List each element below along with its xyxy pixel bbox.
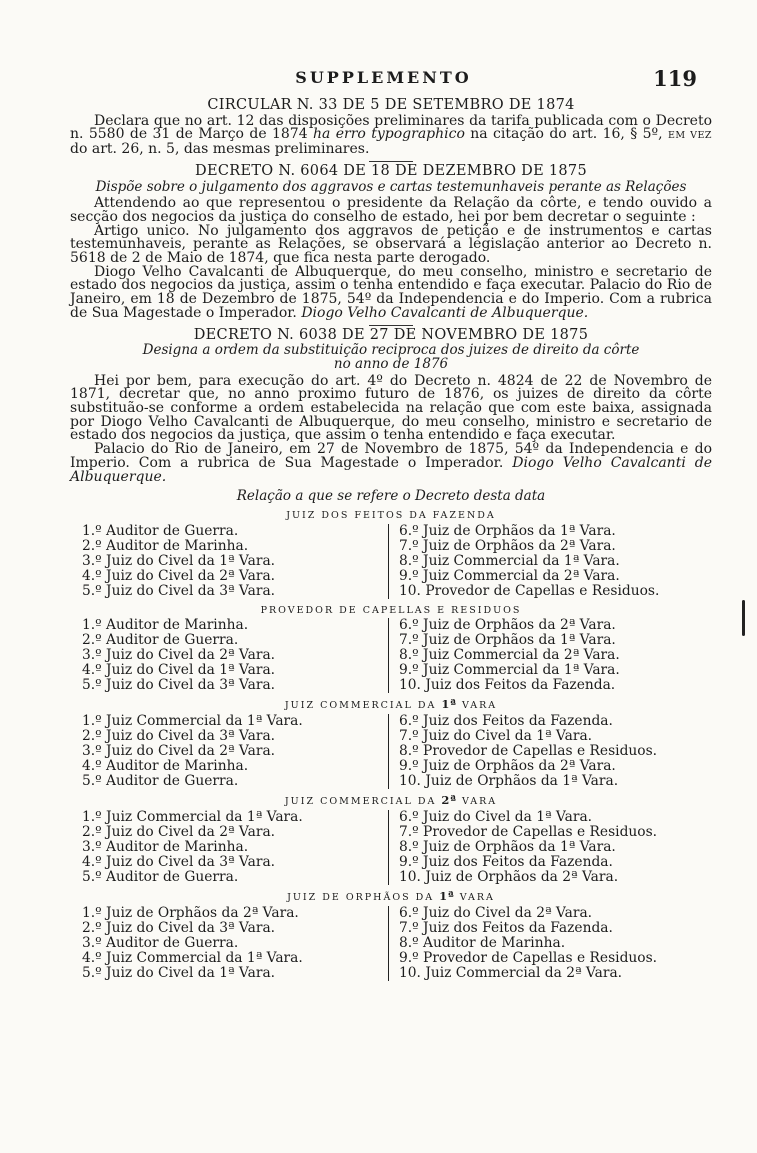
substitution-list bbox=[70, 618, 712, 693]
list-column-left bbox=[70, 714, 388, 789]
list-item: 2.º Auditor de Marinha. bbox=[82, 537, 249, 554]
section-title-feitos-fazenda: JUIZ DOS FEITOS DA FAZENDA bbox=[286, 509, 496, 521]
list-item: 1.º Auditor de Guerra. bbox=[82, 522, 239, 539]
list-column-right bbox=[388, 714, 712, 789]
list-item: 7.º Provedor de Capellas e Residuos. bbox=[399, 823, 658, 840]
list-item: 4.º Juiz Commercial da 1ª Vara. bbox=[82, 949, 303, 966]
list-item: 6.º Juiz do Civel da 1ª Vara. bbox=[399, 808, 593, 825]
list-item: 7.º Juiz dos Feitos da Fazenda. bbox=[399, 919, 613, 936]
list-item: 8.º Provedor de Capellas e Residuos. bbox=[399, 743, 658, 760]
list-item: 8.º Auditor de Marinha. bbox=[399, 934, 566, 951]
list-item: 1.º Juiz Commercial da 1ª Vara. bbox=[82, 808, 303, 825]
list-item: 5.º Auditor de Guerra. bbox=[82, 773, 239, 790]
list-item: 4.º Juiz do Civel da 1ª Vara. bbox=[82, 662, 276, 679]
decreto-6064-closing: Diogo Velho Cavalcanti de Albuquerque, do meu conselho, ministro e secretario de estado dos negocios da justiça, assim o tenha entendido e faça executar. Palacio do Rio de Janeiro, em 18 de Dezembro de 1875, 54º da Independencia e do Imperio. Com a rubrica de Sua Magestade o Imperador. Diogo Velho Cavalcanti de Albuquerque. bbox=[70, 263, 712, 321]
decreto-6038-summary-line2: no anno de 1876 bbox=[333, 355, 449, 372]
margin-mark bbox=[742, 600, 745, 636]
list-column-left bbox=[70, 618, 388, 693]
list-column-left bbox=[70, 906, 388, 981]
list-item: 10. Juiz Commercial da 2ª Vara. bbox=[399, 964, 623, 981]
list-item: 9.º Juiz Commercial da 1ª Vara. bbox=[399, 662, 620, 679]
decreto-6038-paragraph-2: Palacio do Rio de Janeiro, em 27 de Novembro de 1875, 54º da Independencia e do Imperio. Com a rubrica de Sua Magestade o Imperador. Diogo Velho Cavalcanti de Albuquerque. bbox=[70, 441, 712, 485]
list-item: 10. Juiz dos Feitos da Fazenda. bbox=[399, 677, 616, 694]
section-title-orphaos-1: JUIZ DE ORPHÃOS DA 1ª VARA bbox=[287, 888, 495, 903]
list-item: 10. Juiz de Orphãos da 2ª Vara. bbox=[399, 868, 619, 885]
section-title-commercial-2: JUIZ COMMERCIAL DA 2ª VARA bbox=[284, 793, 498, 808]
decreto-6064-paragraph-1: Attendendo ao que representou o presidente da Relação da côrte, e tendo ouvido a secção dos negocios da justiça do conselho de estado, hei por bem decretar o seguinte : bbox=[70, 195, 712, 225]
list-item: 7.º Juiz de Orphãos da 1ª Vara. bbox=[399, 632, 616, 649]
list-item: 9.º Juiz Commercial da 2ª Vara. bbox=[399, 567, 620, 584]
list-item: 6.º Juiz de Orphãos da 2ª Vara. bbox=[399, 617, 616, 634]
decreto-6064-heading: DECRETO N. 6064 DE 18 DE DEZEMBRO DE 1875 bbox=[195, 162, 587, 179]
list-item: 3.º Auditor de Guerra. bbox=[82, 934, 239, 951]
substitution-list bbox=[70, 906, 712, 981]
list-item: 9.º Provedor de Capellas e Residuos. bbox=[399, 949, 658, 966]
decreto-6038-paragraph-1: Hei por bem, para execução do art. 4º do Decreto n. 4824 de 22 de Novembro de 1871, decretar que, no anno proximo futuro de 1876, os juizes de direito da côrte substituão-se conforme a ordem estabelecida na relação que com este baixa, assignada por Diogo Velho Cavalcanti de Albuquerque, do meu conselho, ministro e secretario de estado dos negocios da justiça, que assim o tenha entendido e faça executar. bbox=[70, 372, 712, 444]
relacao-title: Relação a que se refere o Decreto desta data bbox=[236, 488, 546, 505]
list-item: 2.º Juiz do Civel da 3ª Vara. bbox=[82, 919, 276, 936]
decreto-6038-heading: DECRETO N. 6038 DE 27 DE NOVEMBRO DE 1875 bbox=[193, 326, 589, 343]
list-item: 4.º Juiz do Civel da 2ª Vara. bbox=[82, 567, 276, 584]
list-item: 6.º Juiz do Civel da 2ª Vara. bbox=[399, 904, 593, 921]
page-number: 119 bbox=[653, 66, 697, 91]
circular-text: Declara que no art. 12 das disposições preliminares da tarifa publicada com o Decreto n. 5580 de 31 de Março de 1874 ha erro typographico na citação do art. 16, § 5º, EM VEZ do art. 26, n. 5, das mesmas preliminares. bbox=[70, 112, 712, 158]
decreto-6064-paragraph-2: Artigo unico. No julgamento dos aggravos de petição e de instrumentos e cartas testemunhaveis, perante as Relações, se observará a legislação anterior ao Decreto n. 5618 de 2 de Maio de 1874, que fica nesta parte derogado. bbox=[70, 222, 712, 267]
decreto-6038-summary-line1: Designa a ordem da substituição reciproca dos juizes de direito da côrte bbox=[142, 342, 640, 359]
list-item: 5.º Auditor de Guerra. bbox=[82, 868, 239, 885]
list-item: 8.º Juiz de Orphãos da 1ª Vara. bbox=[399, 838, 616, 855]
list-item: 1.º Juiz de Orphãos da 2ª Vara. bbox=[82, 904, 299, 921]
list-item: 6.º Juiz dos Feitos da Fazenda. bbox=[399, 713, 613, 730]
section-rule bbox=[369, 161, 413, 162]
list-item: 5.º Juiz do Civel da 1ª Vara. bbox=[82, 964, 276, 981]
decreto-6064-summary: Dispõe sobre o julgamento dos aggravos e cartas testemunhaveis perante as Relações bbox=[95, 178, 687, 195]
list-item: 10. Juiz de Orphãos da 1ª Vara. bbox=[399, 773, 619, 790]
list-item: 5.º Juiz do Civel da 3ª Vara. bbox=[82, 677, 276, 694]
list-item: 5.º Juiz do Civel da 3ª Vara. bbox=[82, 582, 276, 599]
running-title: SUPPLEMENTO bbox=[295, 68, 472, 87]
list-item: 2.º Juiz do Civel da 3ª Vara. bbox=[82, 728, 276, 745]
substitution-list bbox=[70, 810, 712, 885]
list-item: 7.º Juiz de Orphãos da 2ª Vara. bbox=[399, 537, 616, 554]
list-item: 2.º Juiz do Civel da 2ª Vara. bbox=[82, 823, 276, 840]
list-item: 9.º Juiz de Orphãos da 2ª Vara. bbox=[399, 758, 616, 775]
list-item: 4.º Auditor de Marinha. bbox=[82, 758, 249, 775]
running-head bbox=[60, 66, 707, 92]
substitution-list bbox=[70, 524, 712, 599]
list-column-left bbox=[70, 524, 388, 599]
list-item: 1.º Juiz Commercial da 1ª Vara. bbox=[82, 713, 303, 730]
list-item: 2.º Auditor de Guerra. bbox=[82, 632, 239, 649]
decreto-6038-signature: Diogo Velho Cavalcanti de Albuquerque. bbox=[70, 454, 712, 485]
page-content bbox=[70, 96, 712, 981]
list-column-right bbox=[388, 906, 712, 981]
list-item: 10. Provedor de Capellas e Residuos. bbox=[399, 582, 660, 599]
list-item: 7.º Juiz do Civel da 1ª Vara. bbox=[399, 728, 593, 745]
list-item: 3.º Juiz do Civel da 1ª Vara. bbox=[82, 552, 276, 569]
section-title-provedor-capellas: PROVEDOR DE CAPELLAS E RESIDUOS bbox=[260, 604, 522, 616]
list-item: 8.º Juiz Commercial da 2ª Vara. bbox=[399, 647, 620, 664]
list-item: 6.º Juiz de Orphãos da 1ª Vara. bbox=[399, 522, 616, 539]
section-title-commercial-1: JUIZ COMMERCIAL DA 1ª VARA bbox=[284, 697, 498, 712]
list-item: 3.º Auditor de Marinha. bbox=[82, 838, 249, 855]
list-item: 4.º Juiz do Civel da 3ª Vara. bbox=[82, 853, 276, 870]
decreto-6064-signature: Diogo Velho Cavalcanti de Albuquerque. bbox=[301, 304, 589, 321]
list-column-left bbox=[70, 810, 388, 885]
list-column-right bbox=[388, 618, 712, 693]
list-column-right bbox=[388, 524, 712, 599]
list-item: 1.º Auditor de Marinha. bbox=[82, 617, 249, 634]
list-item: 8.º Juiz Commercial da 1ª Vara. bbox=[399, 552, 620, 569]
list-item: 9.º Juiz dos Feitos da Fazenda. bbox=[399, 853, 613, 870]
list-column-right bbox=[388, 810, 712, 885]
list-item: 3.º Juiz do Civel da 2ª Vara. bbox=[82, 647, 276, 664]
section-rule bbox=[369, 325, 413, 326]
substitution-list bbox=[70, 714, 712, 789]
circular-heading: CIRCULAR N. 33 DE 5 DE SETEMBRO DE 1874 bbox=[207, 97, 575, 113]
list-item: 3.º Juiz do Civel da 2ª Vara. bbox=[82, 743, 276, 760]
